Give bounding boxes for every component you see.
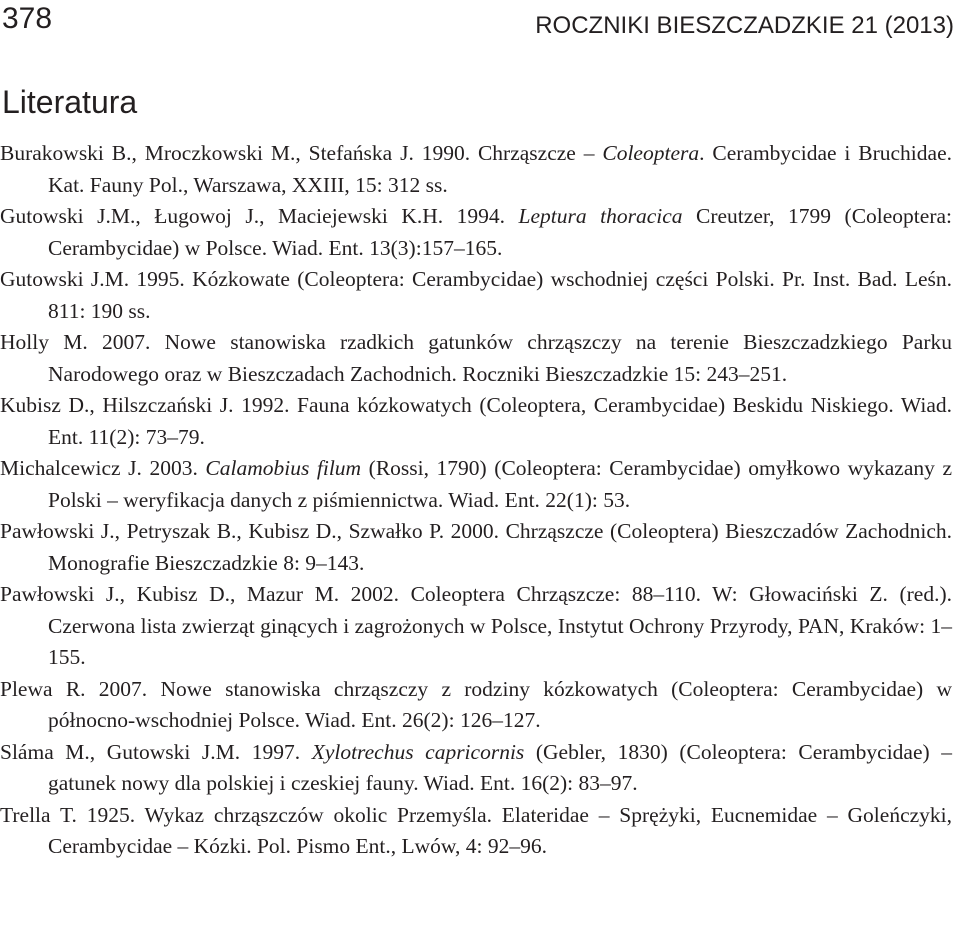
reference-text: Sláma M., Gutowski J.M. 1997.	[0, 739, 312, 764]
reference-entry	[0, 800, 952, 863]
reference-text: Michalcewicz J. 2003.	[0, 456, 206, 480]
reference-text: Gutowski J.M. 1995. Kózkowate (Coleoptera: Cerambycidae) wschodniej części Polski. Pr. Inst. Bad. Leśn. 811: 190 ss.	[0, 267, 952, 323]
reference-entry	[0, 201, 952, 264]
reference-text: Plewa R. 2007. Nowe stanowiska chrząszczy z rodziny kózkowatych (Coleoptera: Cerambycidae) w północno-wschodniej Polsce. Wiad. Ent. 26(2): 126–127.	[0, 676, 952, 732]
section-title: Literatura	[2, 84, 138, 120]
running-head: ROCZNIKI BIESZCZADZKIE 21 (2013)	[535, 12, 954, 39]
reference-text: Burakowski B., Mroczkowski M., Stefańska J. 1990. Chrząszcze –	[0, 141, 603, 165]
reference-taxon-name: Coleoptera	[602, 141, 700, 165]
reference-entry	[0, 327, 952, 390]
reference-text: Pawłowski J., Petryszak B., Kubisz D., Szwałko P. 2000. Chrząszcze (Coleoptera) Bieszczadów Zachodnich. Monografie Bieszczadzkie 8: 9–143.	[0, 519, 952, 575]
reference-text: Holly M. 2007. Nowe stanowiska rzadkich gatunków chrząszczy na terenie Bieszczadzkiego Parku Narodowego oraz w Bieszczadach Zachodnich. Roczniki Bieszczadzkie 15: 243–251.	[0, 330, 952, 386]
reference-entry	[0, 737, 952, 800]
reference-entry	[0, 674, 952, 737]
reference-text: (Gebler, 1830) (Coleoptera: Cerambycidae) – gatunek nowy dla polskiej i czeskiej fauny. Wiad. Ent. 16(2): 83–97.	[48, 739, 953, 795]
reference-text: . Cerambycidae i Bruchidae. Kat. Fauny Pol., Warszawa, XXIII, 15: 312 ss.	[48, 141, 952, 197]
reference-taxon-name: Xylotrechus capricornis	[311, 739, 525, 764]
reference-entry	[0, 516, 952, 579]
reference-entry	[0, 138, 952, 201]
reference-entry	[0, 453, 952, 516]
reference-text: Creutzer, 1799 (Coleoptera: Cerambycidae) w Polsce. Wiad. Ent. 13(3):157–165.	[48, 204, 952, 260]
reference-text: Pawłowski J., Kubisz D., Mazur M. 2002. Coleoptera Chrząszcze: 88–110. W: Głowaciński Z. (red.). Czerwona lista zwierząt ginących i zagrożonych w Polsce, Instytut Ochrony Przyrody, PAN, Kraków: 1–155.	[0, 582, 952, 669]
reference-taxon-name: Leptura thoracica	[518, 204, 683, 228]
reference-text: (Rossi, 1790) (Coleoptera: Cerambycidae) omyłkowo wykazany z Polski – weryfikacja danych z piśmiennictwa. Wiad. Ent. 22(1): 53.	[48, 456, 952, 512]
page-header	[0, 0, 960, 48]
reference-text: Gutowski J.M., Ługowoj J., Maciejewski K.H. 1994.	[0, 204, 519, 228]
reference-text: Trella T. 1925. Wykaz chrząszczów okolic Przemyśla. Elateridae – Sprężyki, Eucnemidae – Goleńczyki, Cerambycidae – Kózki. Pol. Pismo Ent., Lwów, 4: 92–96.	[0, 802, 952, 858]
reference-entry	[0, 390, 952, 453]
reference-list	[0, 138, 952, 863]
reference-entry	[0, 264, 952, 327]
page-number: 378	[2, 2, 53, 35]
reference-taxon-name: Calamobius filum	[205, 456, 362, 480]
reference-text: Kubisz D., Hilszczański J. 1992. Fauna kózkowatych (Coleoptera, Cerambycidae) Beskidu Niskiego. Wiad. Ent. 11(2): 73–79.	[0, 393, 952, 449]
reference-entry	[0, 579, 952, 674]
